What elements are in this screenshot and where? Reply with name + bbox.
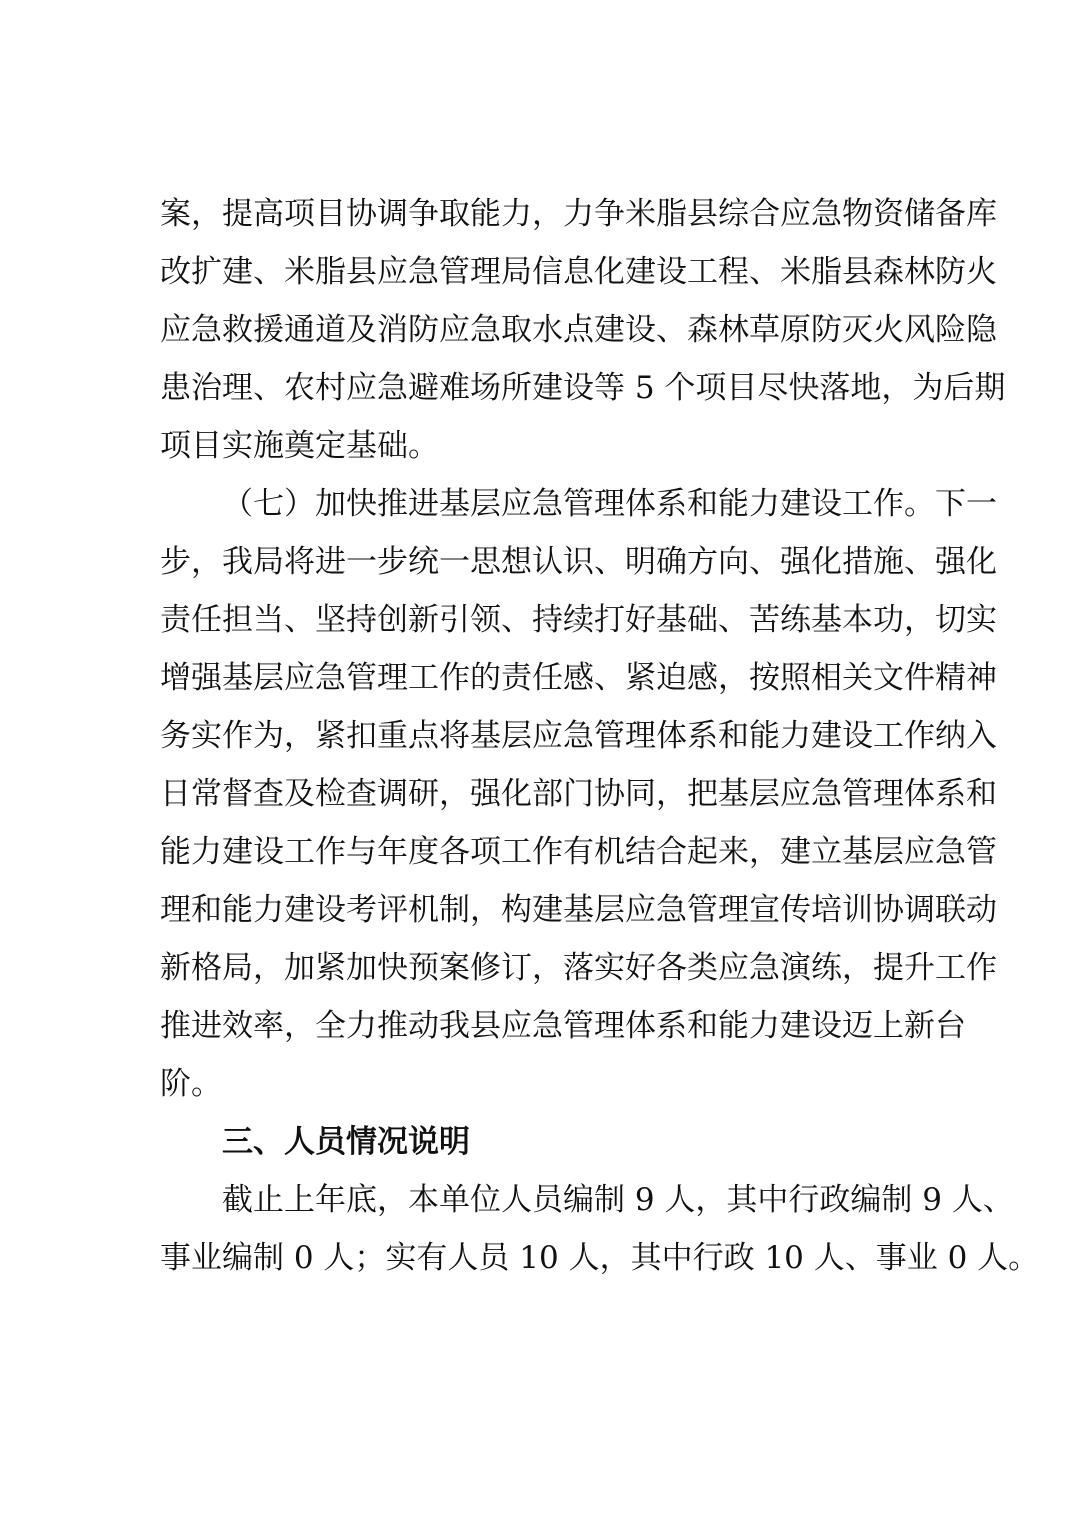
paragraph-staffing [160,1171,1040,1287]
document-body [160,185,1040,1287]
paragraph-line: 推进效率，全力推动我县应急管理体系和能力建设迈上新台 [160,1008,966,1044]
paragraph-line: 日常督查及检查调研，强化部门协同，把基层应急管理体系和 [160,776,997,812]
paragraph-line: （七）加快推进基层应急管理体系和能力建设工作。下一 [222,486,997,522]
paragraph-line: 改扩建、米脂县应急管理局信息化建设工程、米脂县森林防火 [160,254,997,290]
paragraph-line: 务实作为，紧扣重点将基层应急管理体系和能力建设工作纳入 [160,718,997,754]
paragraph-line: 案，提高项目协调争取能力，力争米脂县综合应急物资储备库 [160,196,997,232]
paragraph-line: 截止上年底，本单位人员编制 9 人，其中行政编制 9 人、 [222,1182,1014,1218]
paragraph-line: 新格局，加紧加快预案修订，落实好各类应急演练，提升工作 [160,950,997,986]
paragraph-line: 应急救援通道及消防应急取水点建设、森林草原防灭火风险隐 [160,312,997,348]
paragraph-line: 患治理、农村应急避难场所建设等 5 个项目尽快落地，为后期 [160,370,1006,406]
paragraph-line: 项目实施奠定基础。 [160,428,439,464]
section-heading-staffing: 三、人员情况说明 [222,1124,470,1160]
paragraph-line: 阶。 [160,1066,222,1102]
paragraph-line: 增强基层应急管理工作的责任感、紧迫感，按照相关文件精神 [160,660,997,696]
paragraph-grassroots-emergency [160,475,997,1113]
paragraph-line: 责任担当、坚持创新引领、持续打好基础、苦练基本功，切实 [160,602,997,638]
paragraph-line: 步，我局将进一步统一思想认识、明确方向、强化措施、强化 [160,544,997,580]
paragraph-line: 事业编制 0 人；实有人员 10 人，其中行政 10 人、事业 0 人。 [160,1240,1040,1276]
paragraph-project-implementation [160,185,1006,475]
paragraph-line: 能力建设工作与年度各项工作有机结合起来，建立基层应急管 [160,834,997,870]
paragraph-line: 理和能力建设考评机制，构建基层应急管理宣传培训协调联动 [160,892,997,928]
